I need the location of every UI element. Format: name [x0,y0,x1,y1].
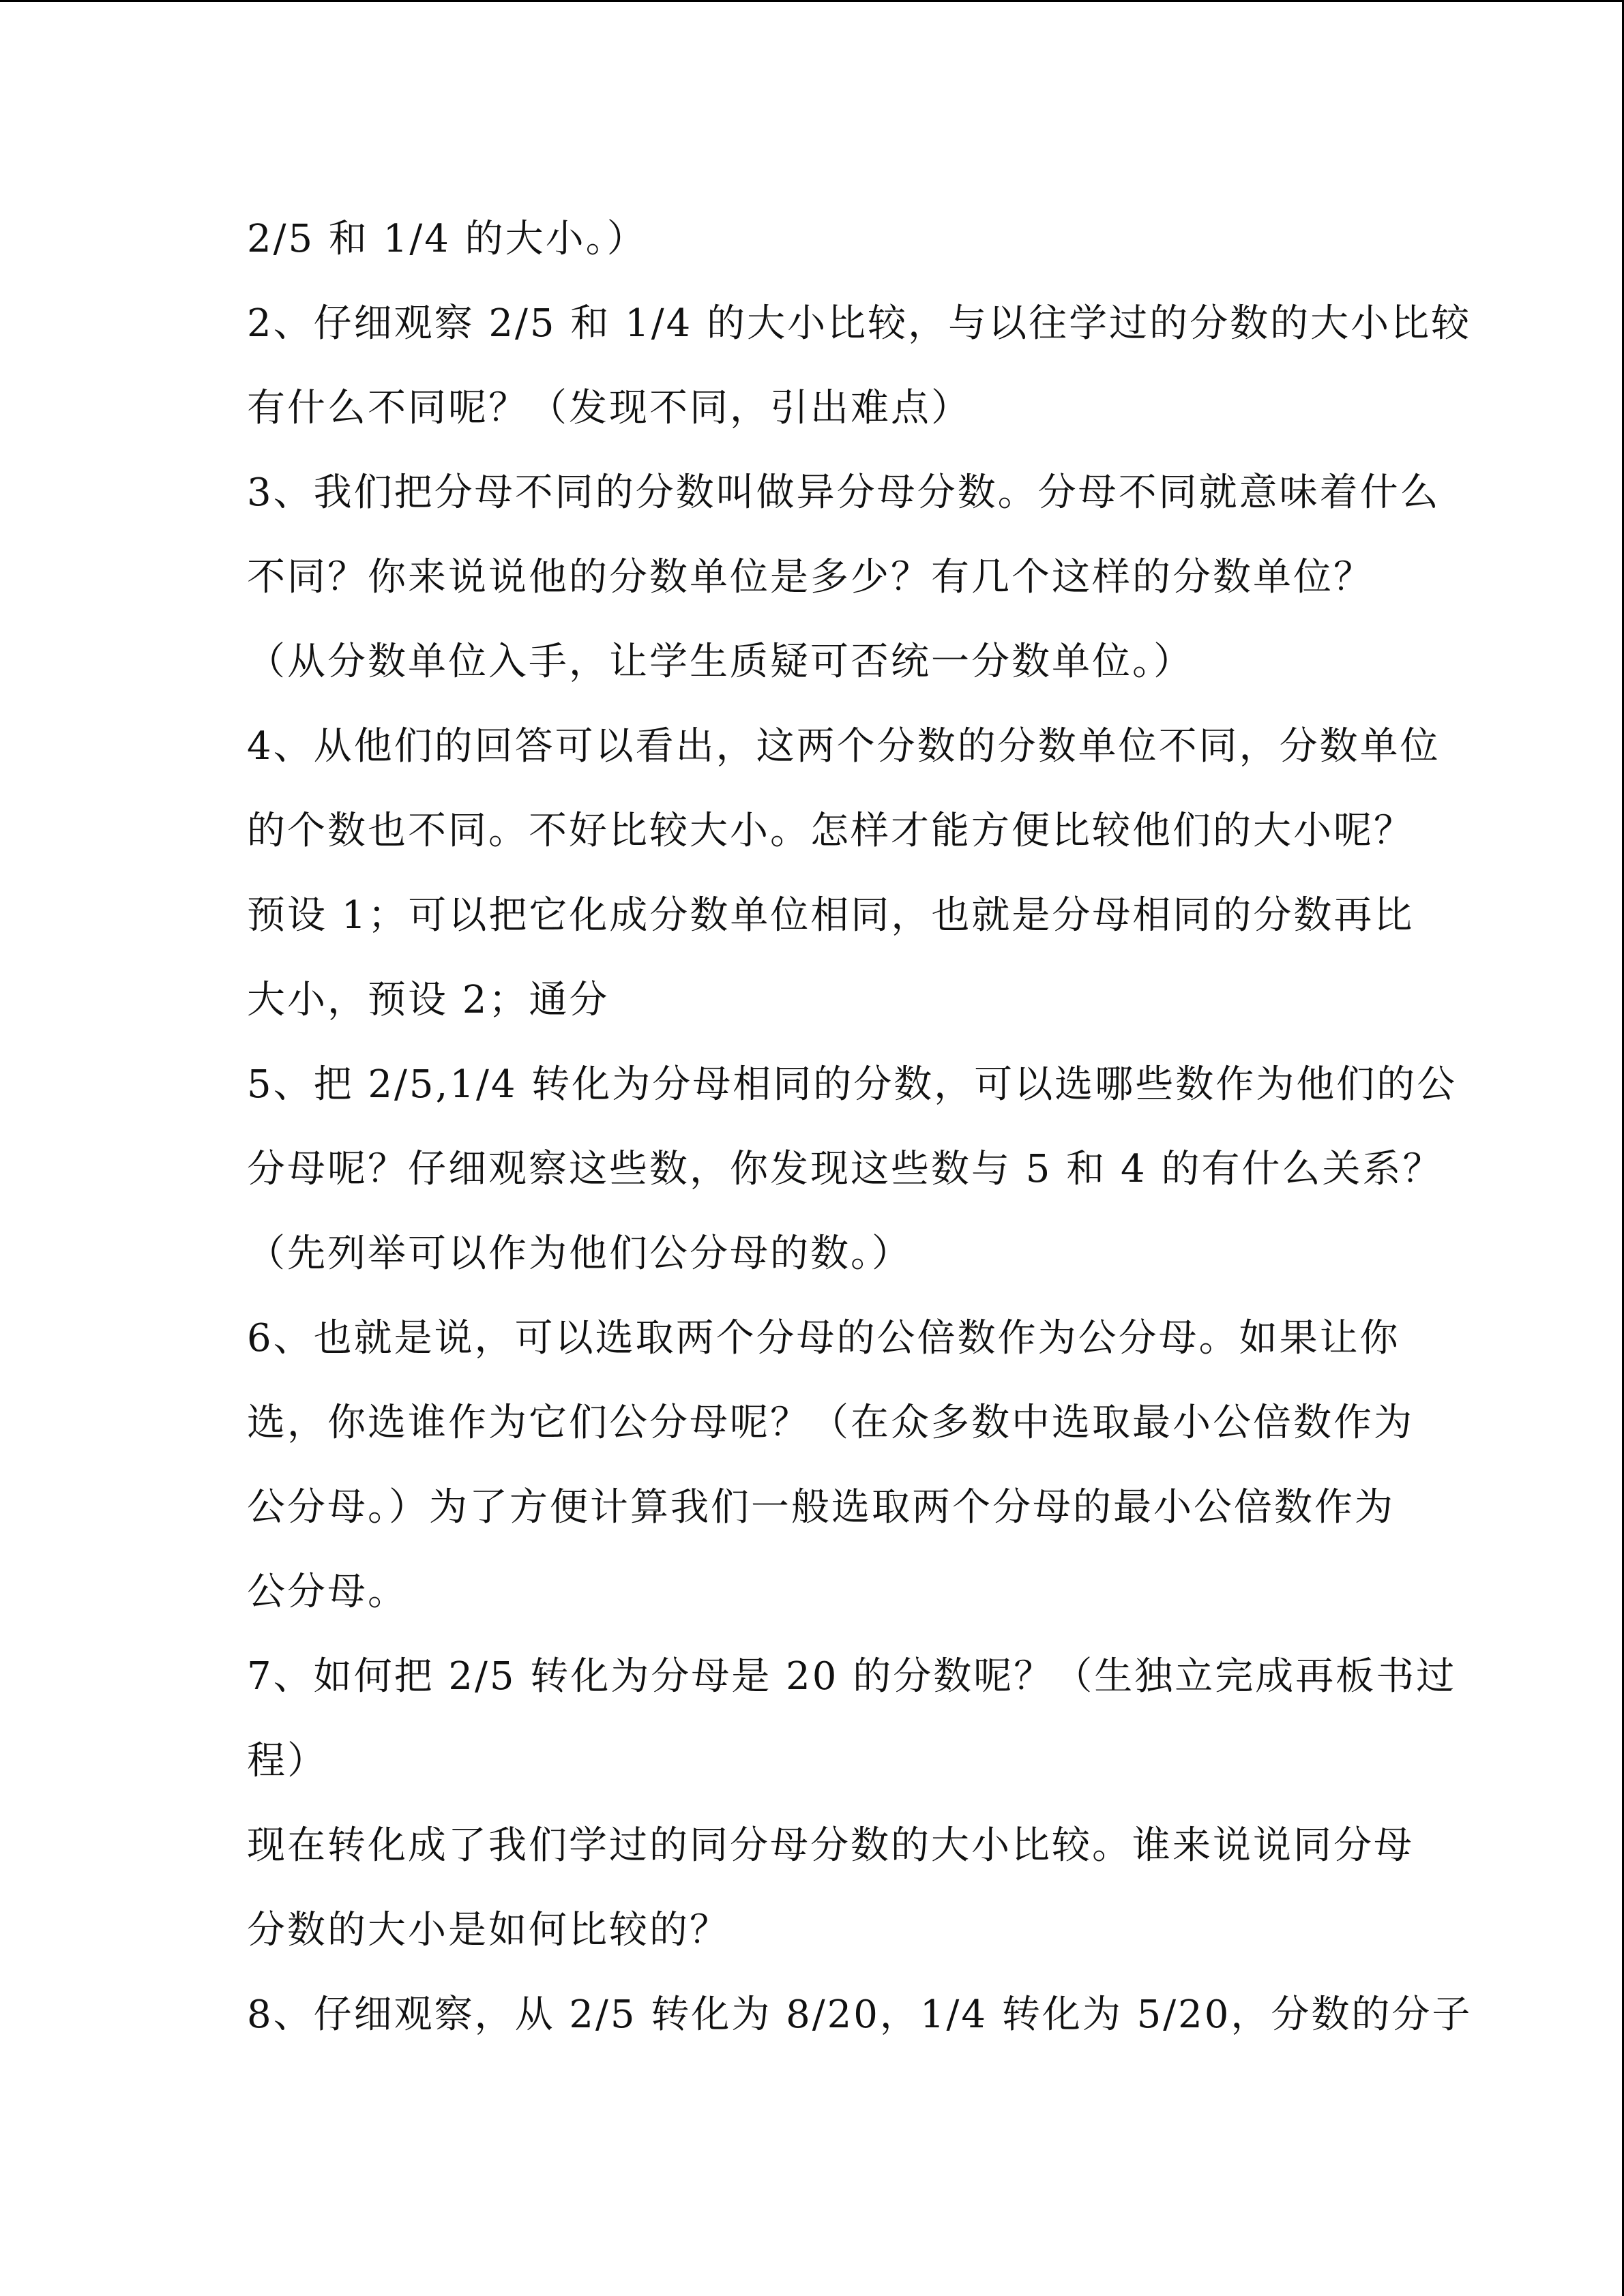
text-line: 的个数也不同。不好比较大小。怎样才能方便比较他们的大小呢？ [247,809,1414,853]
text-line: （先列举可以作为他们公分母的数。） [247,1232,912,1276]
text-line: 6、也就是说，可以选取两个分母的公倍数作为公分母。如果让你 [247,1316,1400,1360]
text-line: 5、把 2/5,1/4 转化为分母相同的分数，可以选哪些数作为他们的公 [247,1062,1458,1107]
text-line: 选，你选谁作为它们公分母呢？（在众多数中选取最小公倍数作为 [247,1401,1414,1445]
text-line: 大小，预设 2；通分 [247,978,610,1022]
text-line: 分数的大小是如何比较的？ [247,1908,730,1952]
text-line: 8、仔细观察，从 2/5 转化为 8/20，1/4 转化为 5/20，分数的分子 [247,1993,1473,2037]
text-line: 预设 1；可以把它化成分数单位相同，也就是分母相同的分数再比 [247,893,1415,938]
text-line: 2、仔细观察 2/5 和 1/4 的大小比较，与以往学过的分数的大小比较 [247,301,1472,346]
text-line: 有什么不同呢？（发现不同，引出难点） [247,386,971,430]
document-body [247,211,1473,2072]
text-line: 7、如何把 2/5 转化为分母是 20 的分数呢？（生独立完成再板书过 [247,1654,1457,1699]
text-line: 2/5 和 1/4 的大小。） [247,217,647,261]
text-line: 程） [247,1739,327,1783]
text-line: 不同？你来说说他的分数单位是多少？有几个这样的分数单位？ [247,555,1374,599]
text-line: 4、从他们的回答可以看出，这两个分数的分数单位不同，分数单位 [247,724,1441,769]
text-line: （从分数单位入手，让学生质疑可否统一分数单位。） [247,640,1194,684]
text-line: 现在转化成了我们学过的同分母分数的大小比较。谁来说说同分母 [247,1823,1414,1868]
text-line: 分母呢？仔细观察这些数，你发现这些数与 5 和 4 的有什么关系？ [247,1147,1443,1191]
text-line: 公分母。 [247,1570,408,1614]
page-top-border [0,0,1624,2]
text-line: 公分母。）为了方便计算我们一般选取两个分母的最小公倍数作为 [247,1485,1395,1530]
text-line: 3、我们把分母不同的分数叫做异分母分数。分母不同就意味着什么 [247,471,1441,515]
